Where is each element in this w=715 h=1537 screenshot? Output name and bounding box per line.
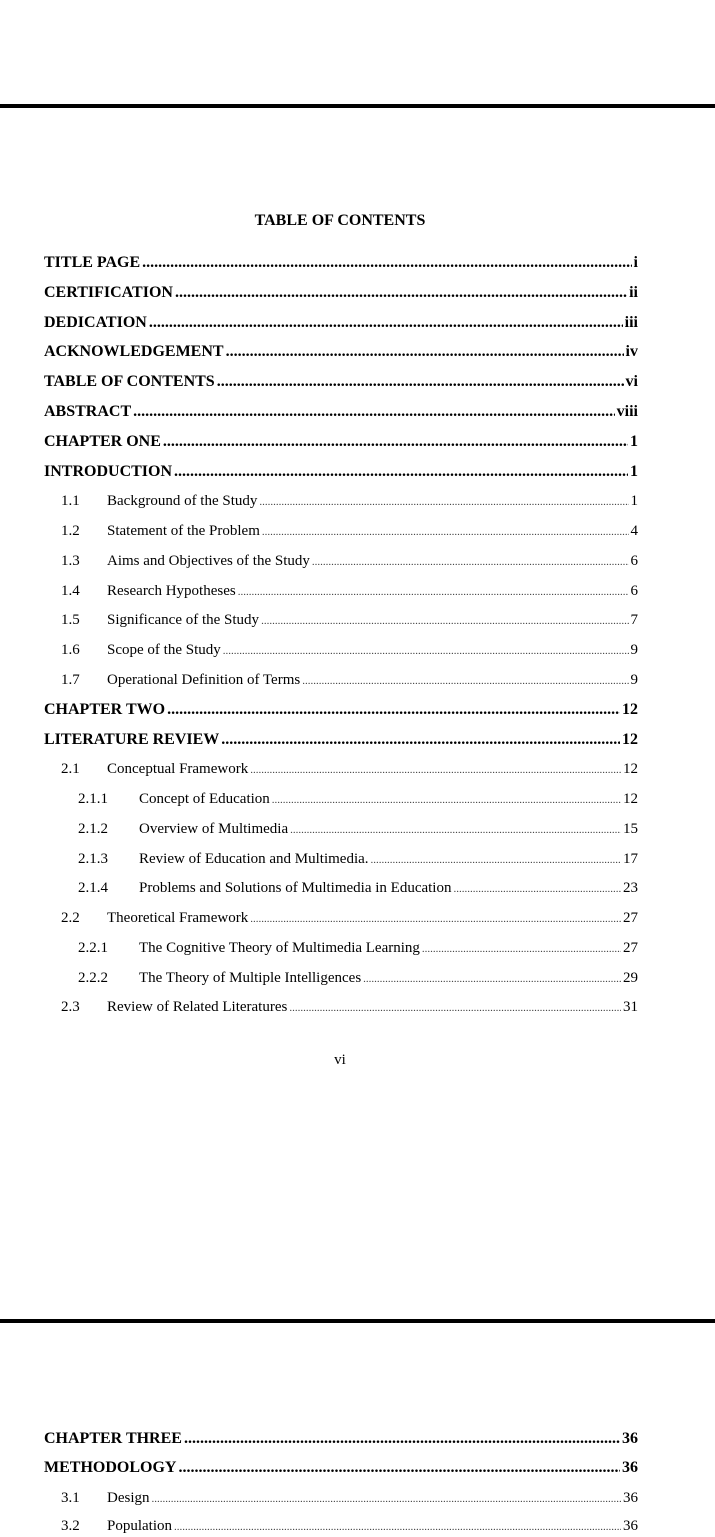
toc-entry-abstract[interactable] <box>44 401 638 423</box>
toc-entry-page: 12 <box>622 701 638 718</box>
toc-entry-label: Background of the Study <box>107 493 258 509</box>
toc-entry-number: 1.3 <box>61 553 80 569</box>
toc-entry-number: 2.3 <box>61 999 80 1015</box>
toc-entry-page: 15 <box>623 821 638 837</box>
dot-leader <box>167 699 620 721</box>
toc-entry-label: Scope of the Study <box>107 642 221 658</box>
toc-entry-number: 3.1 <box>61 1490 80 1506</box>
toc-entry-page: 7 <box>630 612 638 628</box>
toc-entry-1-3[interactable] <box>44 550 638 572</box>
toc-entry-number: 2.1.4 <box>78 880 108 896</box>
toc-entry-number: 3.2 <box>61 1518 80 1534</box>
toc-entry-label: TITLE PAGE <box>44 254 141 271</box>
toc-entry-label: Theoretical Framework <box>107 910 249 926</box>
toc-entry-page: 29 <box>623 970 638 986</box>
toc-entry-number: 1.7 <box>61 672 80 688</box>
toc-entry-page: ii <box>629 284 638 301</box>
toc-entry-page: 1 <box>630 463 638 480</box>
page-separator-top <box>0 104 715 108</box>
toc-entry-label: Conceptual Framework <box>107 761 249 777</box>
dot-leader <box>178 1457 620 1479</box>
toc-entry-label: INTRODUCTION <box>44 463 173 480</box>
dot-leader <box>302 670 628 691</box>
dot-leader <box>163 431 628 453</box>
toc-entry-3-2[interactable] <box>44 1515 638 1537</box>
dot-leader <box>217 371 624 393</box>
toc-entry-label: LITERATURE REVIEW <box>44 731 220 748</box>
dot-leader <box>363 968 621 989</box>
toc-entry-page: 9 <box>630 642 638 658</box>
toc-entry-chapter-three[interactable] <box>44 1428 638 1450</box>
dot-leader <box>289 997 621 1018</box>
toc-entry-page: 12 <box>623 761 638 777</box>
toc-entry-number: 2.1.1 <box>78 791 108 807</box>
toc-entry-number: 1.6 <box>61 642 80 658</box>
dot-leader <box>184 1428 620 1450</box>
toc-entry-label: Research Hypotheses <box>107 583 236 599</box>
page-separator-bottom <box>0 1319 715 1323</box>
toc-entry-label: METHODOLOGY <box>44 1459 177 1476</box>
dot-leader <box>262 521 629 542</box>
toc-entry-label: ABSTRACT <box>44 403 132 420</box>
toc-entry-2-1-4[interactable] <box>44 877 638 899</box>
toc-entry-label: Population <box>107 1518 173 1534</box>
toc-entry-page: iv <box>625 343 638 360</box>
toc-entry-label: CHAPTER ONE <box>44 433 161 450</box>
toc-entry-page: 36 <box>622 1430 638 1447</box>
toc-entry-2-2-2[interactable] <box>44 967 638 989</box>
toc-entry-table-of-contents[interactable] <box>44 371 638 393</box>
toc-entry-page: 1 <box>630 493 638 509</box>
dot-leader <box>152 1488 622 1509</box>
toc-entry-1-2[interactable] <box>44 520 638 542</box>
dot-leader <box>226 341 624 363</box>
toc-entry-page: 12 <box>622 731 638 748</box>
toc-entry-3-1[interactable] <box>44 1487 638 1509</box>
toc-entry-1-5[interactable] <box>44 609 638 631</box>
toc-entry-page: 12 <box>623 791 638 807</box>
toc-entry-label: The Theory of Multiple Intelligences <box>139 970 362 986</box>
toc-entry-number: 1.1 <box>61 493 80 509</box>
toc-entry-page: 31 <box>623 999 638 1015</box>
dot-leader <box>238 581 629 602</box>
toc-entry-label: CERTIFICATION <box>44 284 173 301</box>
toc-entry-page: 27 <box>623 910 638 926</box>
toc-entry-2-2[interactable] <box>44 907 638 929</box>
dot-leader <box>272 789 621 810</box>
toc-entry-2-1-1[interactable] <box>44 788 638 810</box>
toc-entry-label: Concept of Education <box>139 791 270 807</box>
toc-entry-label: Significance of the Study <box>107 612 260 628</box>
dot-leader <box>133 401 615 423</box>
toc-entry-introduction[interactable] <box>44 461 638 483</box>
toc-heading: TABLE OF CONTENTS <box>254 212 426 229</box>
toc-entry-label: Overview of Multimedia <box>139 821 289 837</box>
dot-leader <box>259 491 628 512</box>
toc-entry-title-page[interactable] <box>44 252 638 274</box>
toc-entry-page: viii <box>616 403 638 420</box>
dot-leader <box>142 252 631 274</box>
toc-entry-number: 2.1.2 <box>78 821 108 837</box>
toc-entry-label: Operational Definition of Terms <box>107 672 301 688</box>
dot-leader <box>250 759 621 780</box>
toc-entry-label: Design <box>107 1490 150 1506</box>
toc-entry-number: 1.4 <box>61 583 80 599</box>
dot-leader <box>149 312 623 334</box>
dot-leader <box>261 610 628 631</box>
toc-entry-label: Problems and Solutions of Multimedia in Education <box>139 880 452 896</box>
toc-entry-2-2-1[interactable] <box>44 937 638 959</box>
toc-entry-label: The Cognitive Theory of Multimedia Learning <box>139 940 420 956</box>
toc-entry-page: 4 <box>630 523 638 539</box>
toc-entry-label: Review of Related Literatures <box>107 999 288 1015</box>
toc-entry-acknowledgement[interactable] <box>44 341 638 363</box>
toc-entry-certification[interactable] <box>44 282 638 304</box>
dot-leader <box>312 551 629 572</box>
toc-entry-label: ACKNOWLEDGEMENT <box>44 343 224 360</box>
toc-entry-page: 9 <box>630 672 638 688</box>
toc-entry-label: Statement of the Problem <box>107 523 260 539</box>
toc-entry-page: 36 <box>623 1518 638 1534</box>
toc-entry-number: 2.2.1 <box>78 940 108 956</box>
toc-entry-1-6[interactable] <box>44 639 638 661</box>
toc-entry-chapter-two[interactable] <box>44 699 638 721</box>
toc-entry-page: 36 <box>623 1490 638 1506</box>
toc-entry-page: iii <box>624 314 638 331</box>
toc-entry-literature-review[interactable] <box>44 729 638 751</box>
toc-entry-dedication[interactable] <box>44 312 638 334</box>
toc-entry-1-1[interactable] <box>44 490 638 512</box>
dot-leader <box>371 849 621 870</box>
dot-leader <box>290 819 621 840</box>
toc-entry-2-1-3[interactable] <box>44 848 638 870</box>
dot-leader <box>223 640 629 661</box>
toc-entry-2-1[interactable] <box>44 758 638 780</box>
toc-entry-label: Aims and Objectives of the Study <box>107 553 310 569</box>
toc-entry-1-7[interactable] <box>44 669 638 691</box>
toc-entry-page: 23 <box>623 880 638 896</box>
toc-entry-number: 2.2.2 <box>78 970 108 986</box>
toc-entry-number: 2.1.3 <box>78 851 108 867</box>
toc-entry-page: 1 <box>630 433 638 450</box>
dot-leader <box>174 461 628 483</box>
page-number: vi <box>334 1052 346 1068</box>
toc-entry-label: Review of Education and Multimedia. <box>139 851 369 867</box>
toc-entry-label: TABLE OF CONTENTS <box>44 373 215 390</box>
toc-entry-page: vi <box>625 373 638 390</box>
dot-leader <box>175 282 627 304</box>
dot-leader <box>422 938 621 959</box>
toc-entry-number: 1.2 <box>61 523 80 539</box>
toc-entry-page: 17 <box>623 851 638 867</box>
toc-entry-2-3[interactable] <box>44 996 638 1018</box>
toc-entry-page: i <box>633 254 638 271</box>
dot-leader <box>250 908 621 929</box>
toc-entry-page: 27 <box>623 940 638 956</box>
dot-leader <box>174 1516 621 1537</box>
toc-entry-label: DEDICATION <box>44 314 147 331</box>
dot-leader <box>453 878 621 899</box>
toc-entry-page: 6 <box>630 583 638 599</box>
toc-entry-number: 2.1 <box>61 761 80 777</box>
toc-entry-2-1-2[interactable] <box>44 818 638 840</box>
toc-entry-chapter-one[interactable] <box>44 431 638 453</box>
toc-entry-methodology[interactable] <box>44 1457 638 1479</box>
toc-entry-page: 6 <box>630 553 638 569</box>
toc-entry-number: 1.5 <box>61 612 80 628</box>
toc-entry-label: CHAPTER THREE <box>44 1430 182 1447</box>
dot-leader <box>221 729 620 751</box>
toc-entry-page: 36 <box>622 1459 638 1476</box>
toc-entry-label: CHAPTER TWO <box>44 701 166 718</box>
toc-entry-number: 2.2 <box>61 910 80 926</box>
toc-entry-1-4[interactable] <box>44 580 638 602</box>
